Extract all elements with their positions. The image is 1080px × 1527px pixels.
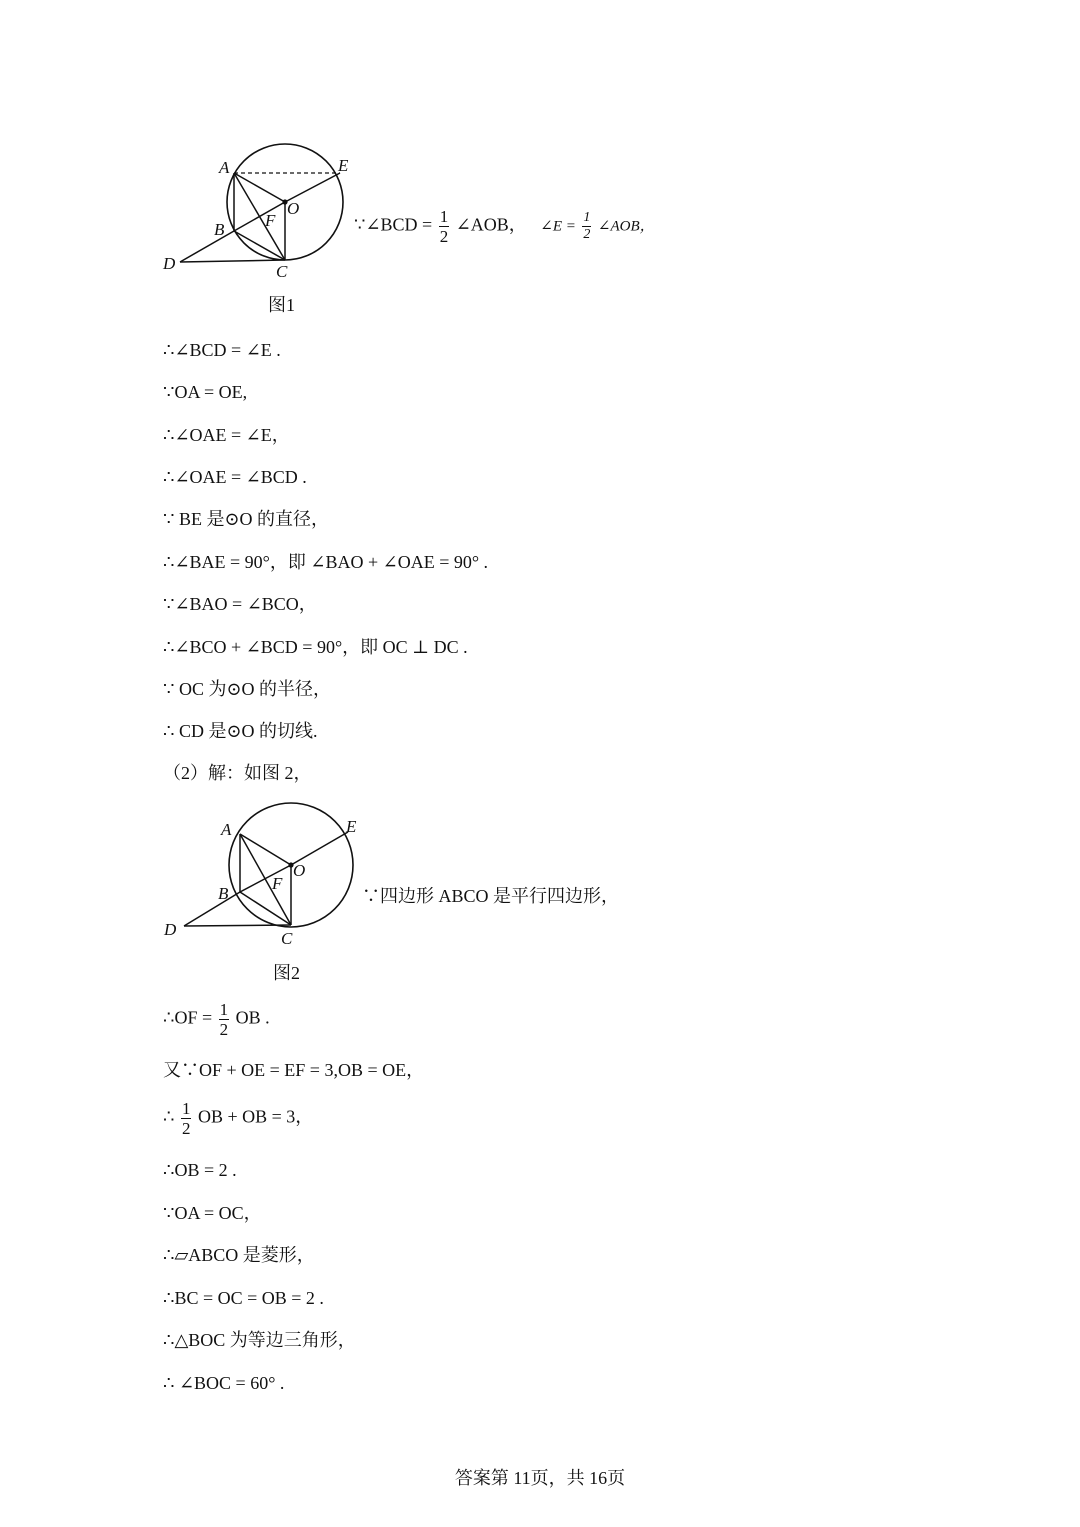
proof-line: ∴∠BCO + ∠BCD = 90°，即 OC ⊥ DC . bbox=[163, 637, 468, 657]
label-C: C bbox=[276, 262, 288, 281]
proof-line-fraction bbox=[163, 1001, 270, 1038]
label-B: B bbox=[218, 884, 229, 903]
label-D: D bbox=[164, 920, 177, 939]
proof-line: ∴ CD 是⊙O 的切线. bbox=[163, 721, 318, 741]
label-F: F bbox=[272, 874, 283, 893]
page-footer: 答案第 11页，共 16页 bbox=[454, 1468, 626, 1488]
label-C: C bbox=[281, 929, 293, 945]
fraction-half bbox=[181, 1100, 192, 1137]
proof-line: ∵∠BAO = ∠BCO， bbox=[163, 594, 317, 614]
fraction-denominator: 2 bbox=[181, 1119, 191, 1138]
proof-line: ∵ OC 为⊙O 的半径， bbox=[163, 679, 332, 699]
proof-line: ∴ ∠BOC = 60° . bbox=[163, 1373, 285, 1393]
proof-line: 又∵OF + OE = EF = 3,OB = OE， bbox=[163, 1060, 425, 1080]
label-O: O bbox=[293, 861, 306, 880]
fraction-half-small bbox=[582, 211, 591, 242]
proof-line: ∵ BE 是⊙O 的直径， bbox=[163, 509, 330, 529]
side-text-3: ∠E = bbox=[540, 218, 576, 235]
label-D: D bbox=[163, 254, 176, 273]
proof-line: ∴∠BAE = 90°，即 ∠BAO + ∠OAE = 90° . bbox=[163, 552, 489, 572]
figure-2-caption: 图2 bbox=[273, 963, 300, 983]
label-O: O bbox=[287, 199, 300, 218]
proof-line: ∴▱ABCO 是菱形， bbox=[163, 1245, 315, 1265]
of-prefix: ∴OF = bbox=[163, 1007, 213, 1028]
figure-2-side-statement: ∵四边形 ABCO 是平行四边形， bbox=[362, 886, 620, 906]
figure-1-side-statement bbox=[354, 208, 655, 245]
label-E: E bbox=[346, 817, 357, 836]
fraction-denominator: 2 bbox=[219, 1020, 229, 1039]
proof-line: ∴BC = OC = OB = 2 . bbox=[163, 1288, 324, 1308]
proof-line: ∴△BOC 为等边三角形， bbox=[163, 1330, 356, 1350]
fraction-numerator: 1 bbox=[583, 210, 591, 225]
side-text-1: ∵∠BCD = bbox=[354, 214, 433, 235]
side-text-2: ∠AOB， bbox=[455, 214, 527, 235]
label-A: A bbox=[221, 820, 232, 839]
label-A: A bbox=[219, 158, 230, 177]
label-F: F bbox=[265, 211, 276, 230]
proof-line: ∴∠OAE = ∠E， bbox=[163, 425, 290, 445]
fraction-denominator: 2 bbox=[439, 227, 449, 246]
figure-2-diagram bbox=[160, 800, 370, 945]
proof-line: ∴∠OAE = ∠BCD . bbox=[163, 467, 307, 487]
of-suffix: OB . bbox=[235, 1007, 270, 1028]
fraction-numerator: 1 bbox=[219, 1000, 229, 1019]
fraction-half bbox=[219, 1001, 230, 1038]
figure-1-diagram bbox=[160, 140, 360, 285]
label-B: B bbox=[214, 220, 225, 239]
figure-1-caption: 图1 bbox=[268, 295, 295, 315]
l3-suffix: OB + OB = 3， bbox=[197, 1106, 314, 1127]
proof-line: ∵OA = OE, bbox=[163, 382, 248, 402]
proof-line-fraction bbox=[163, 1100, 313, 1137]
fraction-denominator: 2 bbox=[583, 227, 591, 242]
fraction-half bbox=[439, 208, 450, 245]
proof-line: ∴∠BCD = ∠E . bbox=[163, 340, 281, 360]
fraction-numerator: 1 bbox=[181, 1099, 191, 1118]
part-2-heading: （2）解：如图 2， bbox=[163, 763, 312, 783]
l3-prefix: ∴ bbox=[163, 1106, 175, 1127]
proof-line: ∵OA = OC， bbox=[163, 1203, 262, 1223]
proof-line: ∴OB = 2 . bbox=[163, 1160, 237, 1180]
label-E: E bbox=[338, 156, 349, 175]
fraction-numerator: 1 bbox=[439, 207, 449, 226]
side-text-4: ∠AOB， bbox=[597, 218, 655, 235]
